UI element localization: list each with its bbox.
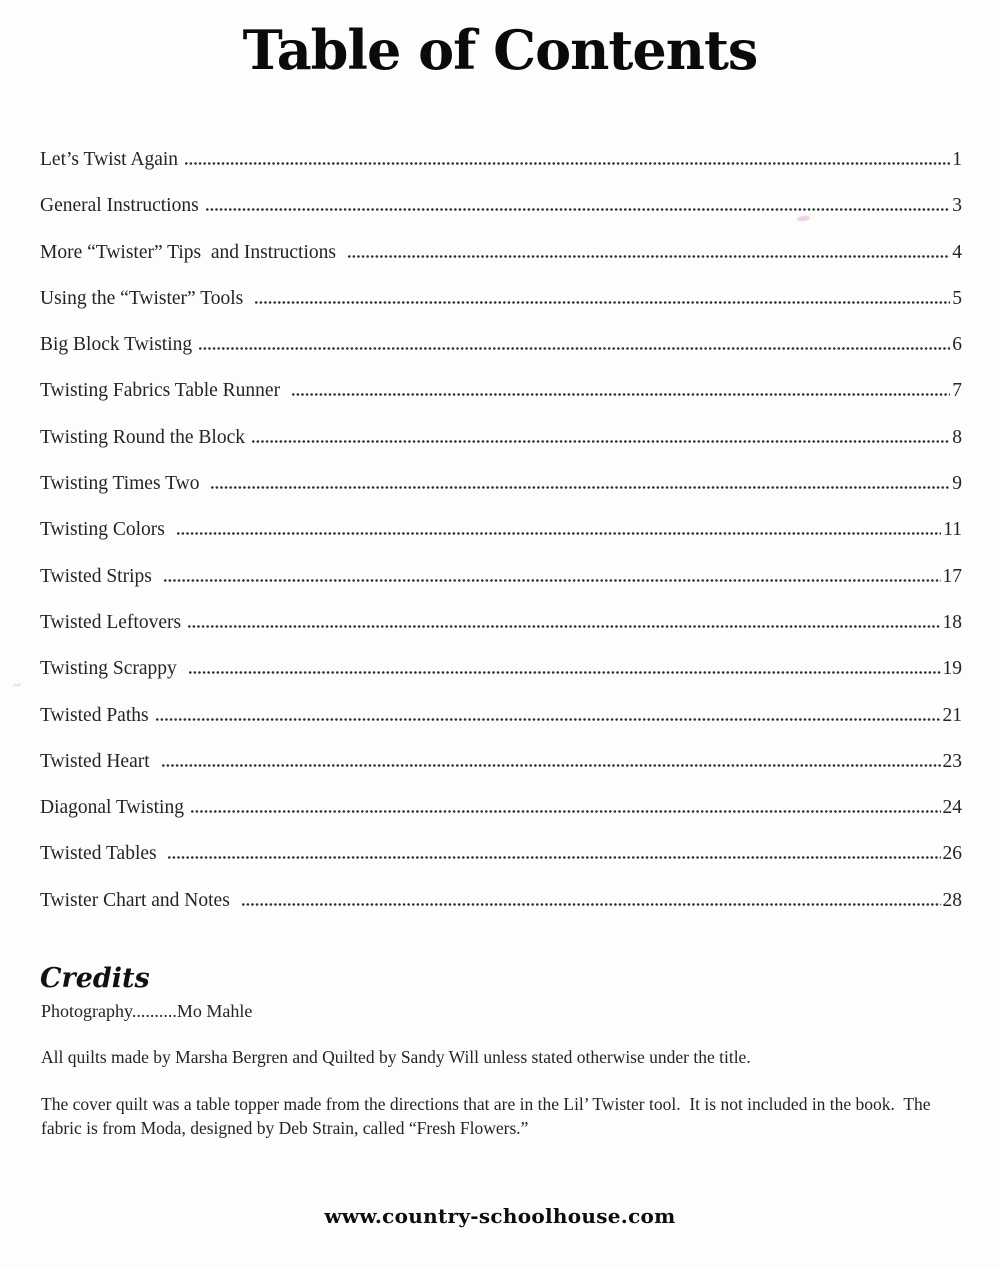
dot-leader: [211, 486, 950, 489]
toc-entry-page-number: 9: [952, 473, 962, 495]
toc-entry-page-number: 19: [942, 658, 962, 680]
toc-entry-page-number: 7: [952, 380, 962, 402]
toc-entry-page-number: 28: [942, 889, 962, 911]
credits-photography-line: Photography..........Mo Mahle: [41, 1001, 253, 1021]
dot-leader: [255, 301, 950, 304]
toc-entry-page-number: 18: [942, 611, 962, 633]
dot-leader: [199, 347, 950, 350]
toc-entry-title: Twister Chart and Notes: [40, 889, 235, 911]
toc-entry-page-number: 3: [952, 195, 962, 217]
toc-entry-title: Twisting Round the Block: [40, 426, 246, 448]
toc-entry-page-number: 1: [952, 149, 962, 170]
website-url: www.country-schoolhouse.com: [324, 1204, 676, 1228]
toc-entry-page-number: 11: [943, 519, 962, 541]
toc-entry: [40, 424, 962, 470]
toc-entry-title: Twisting Colors: [40, 519, 170, 541]
toc-entry: [40, 702, 962, 748]
toc-entry-title: Twisted Tables: [40, 843, 162, 865]
dot-leader: [164, 579, 941, 582]
toc-entry-title: Twisting Times Two: [40, 473, 205, 495]
toc-entry: [40, 470, 962, 516]
dot-leader: [177, 532, 941, 535]
toc-entry-title: More “Twister” Tips and Instructions: [40, 241, 341, 263]
toc-entry-title: Twisted Paths: [40, 704, 149, 726]
toc-entry: [40, 285, 962, 331]
toc-entry-title: Twisting Fabrics Table Runner: [40, 380, 285, 402]
dot-leader: [168, 856, 940, 859]
dot-leader: [348, 255, 950, 258]
toc-entry-title: Using the “Twister” Tools: [40, 287, 249, 309]
toc-entry: [40, 563, 962, 609]
dot-leader: [191, 810, 941, 813]
toc-entry: [40, 331, 962, 377]
toc-entry-page-number: 21: [942, 704, 962, 726]
toc-entry: [40, 192, 962, 238]
page-footer: [0, 1204, 1000, 1228]
toc-entry: [40, 655, 962, 701]
credits-cover-note: The cover quilt was a table topper made from the directions that are in the Lil’ Twister tool. It is not included in the book. The fabric is from Moda, designed by Deb Strain, called “Fresh Flowers.”: [41, 1094, 935, 1138]
toc-entry-title: Twisted Strips: [40, 565, 157, 587]
toc-entry: [40, 887, 962, 933]
toc-entry-page-number: 26: [942, 843, 962, 865]
toc-entry-page-number: 8: [952, 426, 962, 448]
toc-entry-page-number: 5: [952, 287, 962, 309]
toc-entry: [40, 377, 962, 423]
dot-leader: [206, 208, 951, 211]
toc-entry-title: Diagonal Twisting: [40, 797, 184, 819]
toc-entry-title: Big Block Twisting: [40, 334, 193, 356]
dot-leader: [185, 162, 950, 165]
dot-leader: [188, 625, 940, 628]
toc-entry-page-number: 17: [942, 565, 962, 587]
toc-entry: [40, 794, 962, 840]
dot-leader: [292, 393, 950, 396]
toc-entry-page-number: 4: [952, 241, 962, 263]
toc-entry-title: Twisted Leftovers: [40, 611, 182, 633]
dot-leader: [189, 671, 941, 674]
page-title: Table of Contents: [242, 18, 758, 82]
toc-entry: [40, 609, 962, 655]
scan-artifact-smudge: ~: [11, 677, 23, 695]
toc-entry-page-number: 24: [942, 797, 962, 819]
credits-heading: Credits: [40, 963, 150, 994]
toc-entry: [40, 840, 962, 886]
toc-entry-title: General Instructions: [40, 195, 199, 217]
table-of-contents: [40, 146, 962, 933]
toc-entry-page-number: 6: [952, 334, 962, 356]
toc-entry: [40, 146, 962, 192]
dot-leader: [162, 764, 941, 767]
dot-leader: [252, 440, 950, 443]
toc-entry: [40, 239, 962, 285]
toc-entry: [40, 516, 962, 562]
dot-leader: [242, 903, 941, 906]
toc-entry-title: Let’s Twist Again: [40, 149, 179, 170]
toc-entry: [40, 748, 962, 794]
toc-entry-page-number: 23: [942, 750, 962, 772]
toc-entry-title: Twisted Heart: [40, 750, 155, 772]
credits-quilts-note: All quilts made by Marsha Bergren and Quilted by Sandy Will unless stated otherwise under the title.: [41, 1047, 751, 1067]
toc-entry-title: Twisting Scrappy: [40, 658, 182, 680]
dot-leader: [156, 718, 941, 721]
